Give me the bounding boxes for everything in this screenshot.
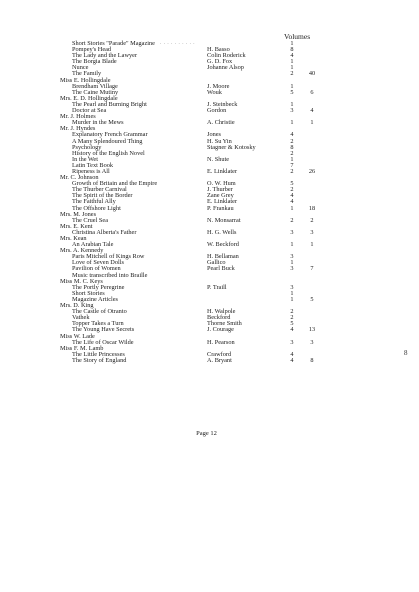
- book-title: The Portly Peregrine: [72, 283, 125, 291]
- book-author: W. Beckford: [207, 241, 239, 249]
- volume-count: 5: [290, 88, 294, 96]
- book-title: Growth of Britain and the Empire: [72, 180, 158, 188]
- volume-count: 4: [290, 326, 294, 334]
- margin-mark: 8: [404, 349, 408, 357]
- book-title: Explanatory French Grammar: [72, 131, 148, 139]
- volume-count: 3: [290, 283, 294, 291]
- book-author: E. Linklater: [207, 167, 238, 175]
- volume-subtotal: 3: [310, 228, 314, 236]
- borrower-name: Miss F. M. Lamb: [60, 344, 104, 352]
- volume-count: 8: [290, 46, 294, 54]
- volume-count: 2: [290, 308, 294, 316]
- book-title: The Cruel Sea: [72, 216, 109, 224]
- book-title: Vathek: [72, 314, 90, 322]
- book-author: P. Traill: [207, 283, 227, 291]
- borrower-name: Mrs. E. D. Hollingdale: [60, 94, 118, 102]
- volume-count: 3: [290, 265, 294, 273]
- borrower-name: Mrs. E. Kent: [60, 222, 93, 230]
- book-title: Brendham Village: [72, 82, 118, 90]
- volume-count: 1: [290, 289, 294, 297]
- volume-count: 1: [290, 119, 294, 127]
- book-author: Gordon: [207, 107, 227, 115]
- book-title: Short Stories: [72, 289, 105, 297]
- volume-count: 2: [290, 314, 294, 322]
- book-title: The Spirit of the Border: [72, 192, 133, 200]
- book-author: Beckford: [207, 314, 231, 322]
- book-title: In the Wet: [72, 155, 98, 163]
- volume-count: 2: [290, 137, 294, 145]
- volume-subtotal: 7: [310, 265, 314, 273]
- book-title: The Family: [72, 70, 102, 78]
- book-author: N. Shute: [207, 155, 230, 163]
- volume-count: 7: [290, 161, 294, 169]
- book-title: The Borgia Blade: [72, 58, 117, 66]
- volume-count: 1: [290, 259, 294, 267]
- volume-subtotal: 5: [310, 295, 314, 303]
- book-author: Crawford: [207, 350, 232, 358]
- book-title: The Castle of Otranto: [72, 308, 127, 316]
- volume-count: 3: [290, 338, 294, 346]
- volume-count: 1: [290, 204, 294, 212]
- book-author: G. D. Fox: [207, 58, 233, 66]
- volume-count: 1: [290, 82, 294, 90]
- book-title: The Pearl and Burning Bright: [72, 100, 147, 108]
- volume-count: 2: [290, 70, 294, 78]
- book-author: H. Su Yin: [207, 137, 232, 145]
- borrower-name: Mrs. M. Jones: [60, 210, 97, 218]
- volume-count: 2: [290, 216, 294, 224]
- borrower-name: Mrs. D. King: [60, 302, 94, 310]
- borrower-name: Mr. C. Johnson: [60, 174, 99, 182]
- book-title: The Offshore Light: [72, 204, 121, 212]
- book-title: An Arabian Tale: [72, 241, 114, 249]
- book-author: N. Monsarrat: [207, 216, 241, 224]
- book-title: Murder in the Mews: [72, 119, 124, 127]
- volumes-list: [0, 41, 419, 364]
- volume-count: 2: [290, 149, 294, 157]
- volume-count: 4: [290, 131, 294, 139]
- borrower-name: Mr. J. Hyndes: [60, 125, 96, 133]
- volume-count: 1: [290, 155, 294, 163]
- book-title: Pompey's Head: [72, 46, 112, 54]
- volume-count: 2: [290, 167, 294, 175]
- book-title: The Caine Mutiny: [72, 88, 119, 96]
- book-author: A. Bryant: [207, 356, 232, 364]
- volume-count: 1: [290, 40, 294, 47]
- book-title: Psychology: [72, 143, 102, 151]
- book-author: Johanne Alsop: [207, 64, 244, 72]
- book-title: The Little Princesses: [72, 350, 125, 358]
- book-title: The Story of England: [72, 356, 127, 364]
- volume-count: 4: [290, 350, 294, 358]
- book-author: J. Thurber: [207, 186, 233, 194]
- volume-subtotal: 2: [310, 216, 314, 224]
- volume-subtotal: 1: [310, 241, 314, 249]
- volume-count: 8: [290, 143, 294, 151]
- book-author: Pearl Buck: [207, 265, 235, 273]
- book-title: A Many Splendoured Thing: [72, 137, 143, 145]
- borrower-name: Miss M. C. Keys: [60, 277, 103, 285]
- volume-count: 4: [290, 356, 294, 364]
- book-title: The Young Have Secrets: [72, 326, 135, 334]
- book-title: Paris Mitchell of Kings Row: [72, 253, 145, 261]
- book-title: The Life of Oscar Wilde: [72, 338, 134, 346]
- volume-count: 4: [290, 52, 294, 60]
- book-author: Colin Roderick: [207, 52, 246, 60]
- volume-subtotal: 18: [308, 204, 316, 212]
- volume-subtotal: 8: [310, 356, 314, 364]
- book-author: P. Frankau: [207, 204, 234, 212]
- borrower-name: Mrs. Kean: [60, 235, 87, 242]
- book-author: H. Bellaman: [207, 253, 239, 261]
- volume-subtotal: 40: [308, 70, 316, 78]
- book-title: Nunce: [72, 64, 89, 72]
- volume-subtotal: 13: [308, 326, 316, 334]
- page-number: Page 12: [196, 430, 217, 437]
- volume-count: 2: [290, 186, 294, 194]
- book-author: H. Walpole: [207, 308, 236, 316]
- volume-count: 3: [290, 107, 294, 115]
- book-title: Christina Alberta's Father: [72, 228, 137, 236]
- book-author: J. Courage: [207, 326, 234, 334]
- book-author: H. G. Wells: [207, 228, 237, 236]
- borrower-name: Mrs. A. Kennedy: [60, 247, 104, 255]
- volume-count: 1: [290, 64, 294, 72]
- borrower-name: Miss W. Lade: [60, 332, 95, 340]
- borrower-name: Mr. J. Holmes: [60, 113, 96, 121]
- volume-count: 3: [290, 253, 294, 261]
- volume-subtotal: 4: [310, 107, 314, 115]
- book-title: Latin Text Book: [72, 161, 114, 169]
- volume-count: 5: [290, 320, 294, 328]
- volume-count: 1: [290, 58, 294, 66]
- volume-count: 4: [290, 198, 294, 206]
- book-title: Love of Seven Dolls: [72, 259, 124, 267]
- book-author: J. Steinbeck: [207, 100, 238, 108]
- book-author: J. Moore: [207, 82, 230, 90]
- book-author: O. W. Hum: [207, 180, 236, 188]
- book-title: Music transcribed into Braille: [72, 271, 148, 279]
- dot-leader: . . . . . . . . . .: [160, 41, 196, 46]
- volume-count: 4: [290, 192, 294, 200]
- book-title: The Faithful Ally: [72, 198, 116, 206]
- book-author: Thorne Smith: [207, 320, 242, 328]
- book-author: Jones: [207, 131, 221, 139]
- book-title: The Thurber Carnival: [72, 186, 127, 194]
- volume-count: 1: [290, 100, 294, 108]
- volumes-column-header: Volumes: [284, 32, 311, 41]
- volume-subtotal: 26: [308, 167, 316, 175]
- book-row: [0, 358, 419, 364]
- book-title: Ripeness is All: [72, 167, 110, 175]
- book-author: H. Basso: [207, 46, 230, 54]
- book-author: Zane Grey: [207, 192, 234, 200]
- book-author: A. Christie: [207, 119, 235, 127]
- book-author: H. Pearson: [207, 338, 235, 346]
- book-author: Wouk: [207, 88, 222, 96]
- book-author: E. Linklater: [207, 198, 238, 206]
- volume-subtotal: 3: [310, 338, 314, 346]
- volume-count: 1: [290, 295, 294, 303]
- volume-count: 1: [290, 241, 294, 249]
- book-author: Gallico: [207, 259, 226, 267]
- volume-count: 5: [290, 180, 294, 188]
- book-title: The Lady and the Lawyer: [72, 52, 138, 60]
- book-title: History of the English Novel: [72, 149, 145, 157]
- book-title: Magazine Articles: [72, 295, 118, 303]
- volume-subtotal: 6: [310, 88, 314, 96]
- book-title: Short Stories "Parade" Magazine: [72, 40, 155, 47]
- book-title: Pavilion of Women: [72, 265, 121, 273]
- book-author: Stagner & Kotosky: [207, 143, 256, 151]
- page-footer: [0, 430, 419, 437]
- borrower-name: Miss E. Hollingdale: [60, 76, 111, 84]
- volume-subtotal: 1: [310, 119, 314, 127]
- book-title: Doctor at Sea: [72, 107, 107, 115]
- volume-count: 3: [290, 228, 294, 236]
- book-title: Topper Takes a Turn: [72, 320, 124, 328]
